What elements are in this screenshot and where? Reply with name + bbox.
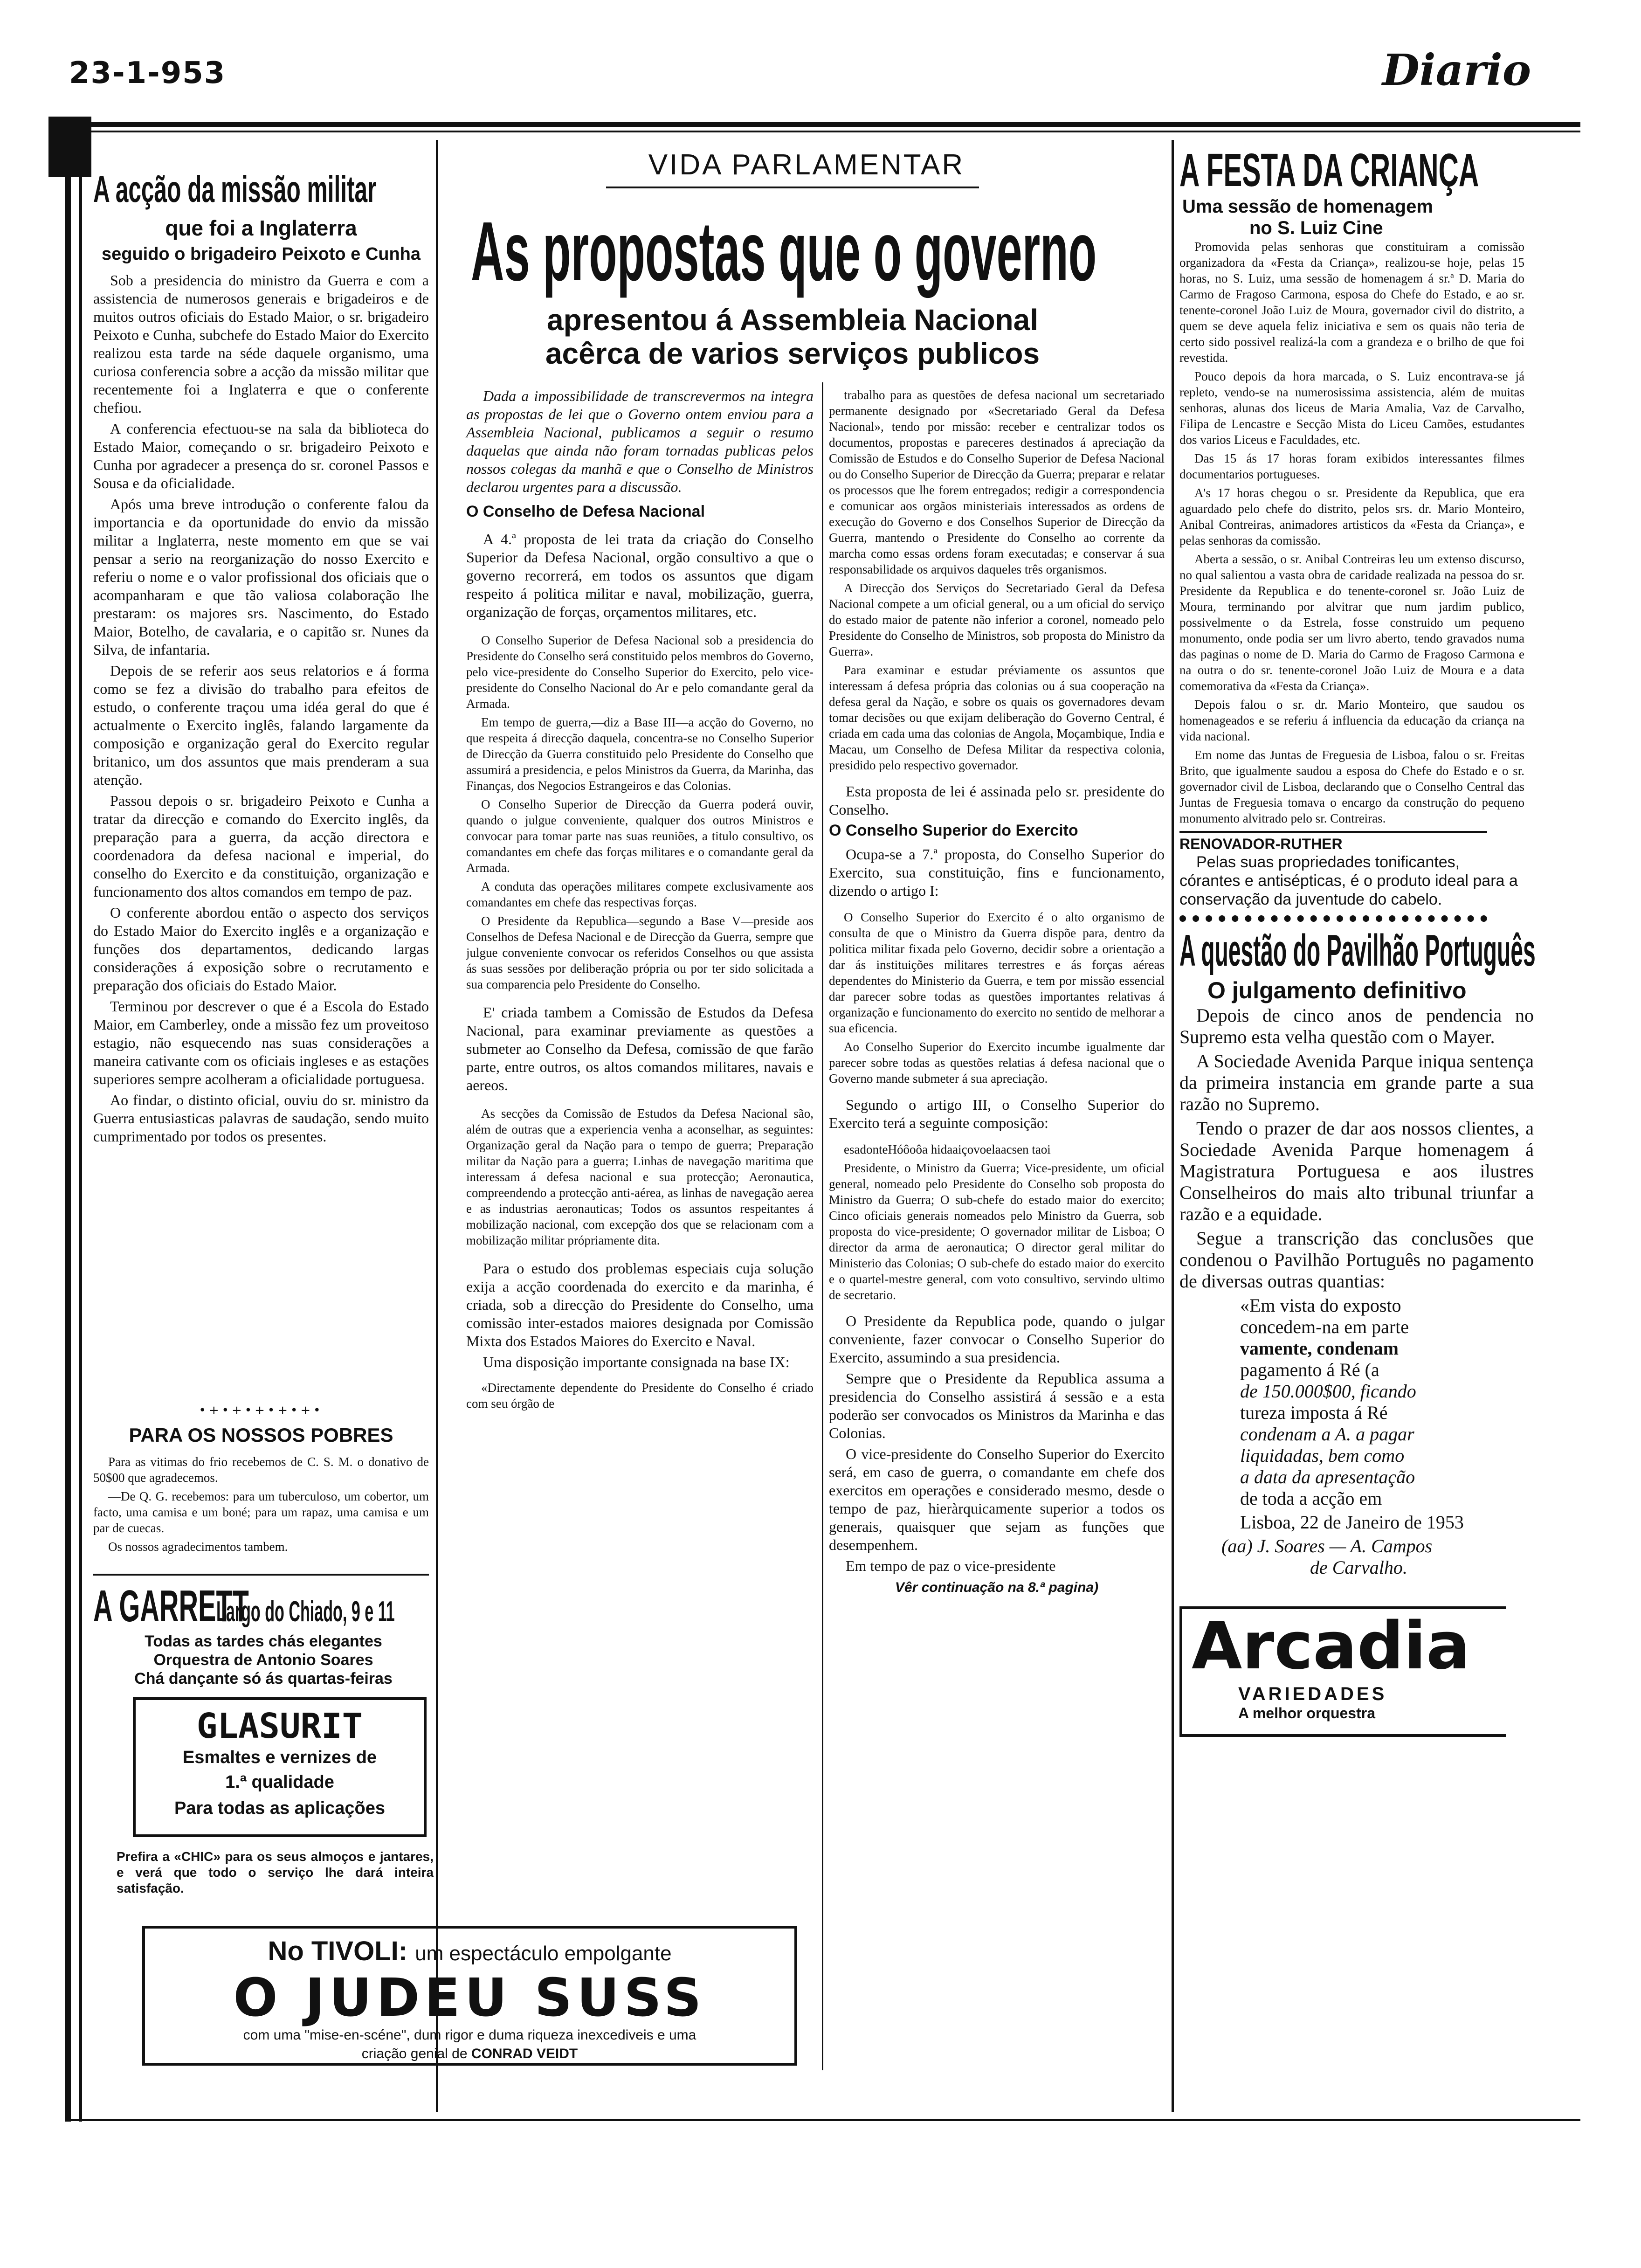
paragraph: Terminou por descrever o que é a Escola do Estado Maior, em Camberley, onde a missão fez um proveitoso estagio, não esquecendo nas suas considerações a maneira cativante com os oficiais ingleses e as estações superiores sempre acolheram a oficialidade portuguesa. — [93, 998, 429, 1087]
dotted-divider — [1179, 915, 1487, 922]
quote-line: concedem-na em parte — [1240, 1316, 1409, 1337]
small-paragraph: Para examinar e estudar préviamente os assuntos que interessam á defesa própria das colonias ou á sua cooperação na defesa geral da Nação, e sobre os quais os governadores devam tomar decisões ou que exijam deliberação do Governo Central, é criada em cada uma das colonias de Angola, Moçambique, India e Macau, um Conselho de Defesa Militar da respectiva colonia, presidido pelo respectivo governador. — [829, 663, 1165, 772]
column-rule-2 — [822, 382, 823, 2070]
article-missao-militar — [93, 168, 429, 1562]
tivoli-star: CONRAD VEIDT — [471, 2046, 578, 2061]
pavilhao-signature-2: de Carvalho. — [1310, 1557, 1407, 1578]
pavilhao-subtitle: O julgamento definitivo — [1207, 977, 1467, 1003]
glasurit-line: Esmaltes e vernizes de — [182, 1748, 377, 1767]
small-paragraph: O Presidente da Republica—segundo a Base V—preside aos Conselhos de Defesa Nacional e de Direcção da Guerra, sempre que julgue conveniente convocar os referidos Conselhos ou que assista ás suas sessões por deliberação própria ou por ter sido solicitada a sua comparencia pelo Presidente do Conselho. — [466, 914, 814, 991]
garrett-name: A GARRETT — [93, 1581, 249, 1631]
pavilhao-date: Lisboa, 22 de Janeiro de 1953 — [1240, 1512, 1464, 1533]
small-paragraph: O Conselho Superior de Defesa Nacional sob a presidencia do Presidente do Conselho será constituido pelos membros do Governo, pelo vice-presidente do Conselho Superior do Exercito, pelo vice-presidente do Conselho Nacional do Ar e pelo comandante geral da Armada. — [466, 633, 814, 711]
pobres-section — [93, 1404, 429, 1571]
festa-subtitle: Uma sessão de homenagem — [1182, 196, 1433, 217]
small-paragraph: «Directamente dependente do Presidente do Conselho é criado com seu órgão de — [466, 1381, 814, 1411]
column-rule-1 — [436, 140, 438, 2112]
glasurit-line: Para todas as aplicações — [174, 1798, 386, 1818]
small-paragraph: Presidente, o Ministro da Guerra; Vice-presidente, um oficial general, nomeado pelo Presidente do Conselho sob proposta do Ministro da Guerra; O sub-chefe do estado maior do exercito; Cinco oficiais generais nomeados pelo Ministro da Guerra, sob proposta do vice-presidente; O governador militar de Lisboa; O director da arma de aeronautica; O director geral militar do Ministerio das Colonias; O sub-chefe do estado maior do exercito e o quartel-mestre general, com voto consultivo, servindo ultimo de secretario. — [829, 1161, 1165, 1302]
ad-garrett — [93, 1581, 434, 1693]
pavilhao-signature: (aa) J. Soares — A. Campos — [1221, 1535, 1433, 1556]
pobres-paragraph: —De Q. G. recebemos: para um tuberculoso, um cobertor, um facto, uma camisa e um boné; para um rapaz, uma camisa e um par de cuecas. — [93, 1489, 429, 1535]
ad-chic — [117, 1849, 434, 1905]
paragraph: Depois de se referir aos seus relatorios e á forma como se fez a divisão do trabalho para efeitos de estudo, o conferente traçou uma idéa geral do que é actualmente o Exercito inglês, falando largamente da composição e organização geral do Exercito regular britanico, um dos assuntos que mais prenderam a sua atenção. — [93, 662, 429, 788]
quote-line: liquidadas, bem como — [1240, 1445, 1405, 1466]
tivoli-credit: criação genial de — [361, 2046, 468, 2061]
arcadia-line: A melhor orquestra — [1238, 1705, 1375, 1722]
festa-paragraph: Aberta a sessão, o sr. Anibal Contreiras leu um extenso discurso, no qual salientou a vasta obra de caridade realizada na pessoa do sr. Presidente da Republica e do tenente-coronel sr. João Luiz de Moura, terminando por alvitrar que num jardim publico, possivelmente o da Estrela, fosse construido um pequeno monumento, onde podia ser um livro aberto, tendo gravados numa das paginas o nome de D. Maria do Carmo de Fragoso Carmona e na outra o do sr. tenente-coronel João Luiz de Moura e a data comemorativa da «Festa da Criança». — [1179, 552, 1524, 693]
arcadia-line: VARIEDADES — [1238, 1684, 1387, 1704]
separator: •+•+•+•+•+• — [199, 1404, 324, 1418]
quote-line: tureza imposta á Ré — [1240, 1402, 1388, 1423]
paragraph: Para o estudo dos problemas especiais cuja solução exija a acção coordenada do exercito e da marinha, é criada, sob a direcção do Presidente do Conselho, uma comissão inter-estados maiores designada por Comissão Mixta dos Estados Maiores do Exercito e Naval. — [466, 1260, 814, 1349]
festa-paragraph: Das 15 ás 17 horas foram exibidos interessantes filmes documentarios portugueses. — [1179, 451, 1524, 481]
paragraph: Após uma breve introdução o conferente falou da importancia e da oportunidade do envio da missão militar a Inglaterra, neste momento em que se vai pensar a serio na reorganização do nosso Exercito e referiu o nome e o valor profissional dos oficiais que o acompanharam e que tão valiosa colaboração lhe prestaram: os majores srs. Nascimento, do Estado Maior, Botelho, de cavalaria, e o capitão sr. Nunes da Silva, de infantaria. — [93, 496, 429, 658]
intro: Dada a impossibilidade de transcrevermos na integra as propostas de lei que o Governo ontem enviou para a Assembleia Nacional, publicamos a seguir o resumo daquelas que ainda não foram tornadas publicas pelos nossos colegas da manhã e que o Conselho de Ministros declarou urgentes para a discussão. — [466, 387, 814, 495]
garrett-line: Todas as tardes chás elegantes — [145, 1632, 382, 1650]
masthead: Diario — [1382, 45, 1531, 95]
paragraph: Segundo o artigo III, o Conselho Superior do Exercito terá a seguinte composição: — [829, 1096, 1165, 1131]
glasurit-brand: GLASURIT — [196, 1706, 363, 1746]
small-paragraph: O Conselho Superior do Exercito é o alto organismo de consulta de que o Ministro da Guerra dispõe para, dentro da politica militar fixada pelo Governo, decidir sobre a orientação a dar ás instituições militares terrestres e ás forças aéreas dependentes do Ministerio da Guerra, e tem por missão essencial dar parecer sobre todas as questões importantes relativas á organização e funcionamento do exercito no sentido de melhorar a sua eficencia. — [829, 910, 1165, 1035]
pobres-paragraph: Os nossos agradecimentos tambem. — [108, 1540, 288, 1554]
paragraph: O conferente abordou então o aspecto dos serviços do Estado Maior do Exercito inglês e a organização e funções dos departamentos, dedicando largas considerações á exposição sobre o recrutamento e preparação dos oficiais do Estado Maior. — [93, 904, 429, 994]
small-paragraph: trabalho para as questões de defesa nacional um secretariado permanente designado por «Secretariado Geral da Defesa Nacional», tendo por missão: receber e centralizar todos os documentos, propostas e pareceres destinados á apreciação da Comissão de Estudos e do Conselho Superior de Defesa Nacional ou do Conselho Superior de Direcção da Guerra; preparar e relatar os processos que lhe forem entregados; redigir a correspondencia e comunicar aos orgãos ministeriais interessados as ordens de execução do Governo e dos Conselhos Superior de Direcção da Guerra, mantendo o Presidente do Conselho ao corrente da marcha como essas ordens foram executadas; e conservar á sua responsabilidade os arquivos daqueles três organismos. — [829, 388, 1165, 576]
garrett-line: Orquestra de Antonio Soares — [153, 1651, 373, 1669]
quote-line: «Em vista do exposto — [1240, 1295, 1401, 1316]
quote-line: a data da apresentação — [1240, 1466, 1415, 1487]
pavilhao-quote — [1179, 1295, 1487, 1509]
kicker: VIDA PARLAMENTAR — [648, 149, 965, 181]
renovador-text: Pelas suas propriedades tonificantes, córantes e antisépticas, é o produto ideal para a conservação da juventude do cabelo. — [1179, 853, 1518, 908]
left-border-bar-inner — [79, 173, 82, 2122]
column-center-left — [466, 387, 814, 2080]
article-subtitle: que foi a Inglaterra — [165, 216, 357, 240]
small-paragraph: A conduta das operações militares compete exclusivamente aos comandantes em chefe das respectivas forças. — [466, 879, 814, 909]
article-title: A acção da missão militar — [93, 168, 377, 210]
left-border-bar — [65, 173, 71, 2122]
arcadia-name: Arcadia — [1192, 1608, 1470, 1684]
tivoli-title: O JUDEU SUSS — [233, 1968, 706, 2028]
small-paragraph: As secções da Comissão de Estudos da Defesa Nacional são, além de outras que a experiencia venha a aconselhar, as seguintes: Organização geral da Nação para o tempo de guerra; Preparação militar da Nação para a guerra; Linhas de navegação maritima que interessam á defesa nacional e sua protecção; Aeronautica, compreendendo a protecção anti-aérea, as linhas de navegação aerea e as industrias aeronauticas; Todos os assuntos respeitantes á mobilização nacional, com excepção dos que se relacionam com a mobilização militar própriamente dita. — [466, 1106, 814, 1247]
section-heading: O Conselho de Defesa Nacional — [466, 503, 705, 520]
glasurit-line: 1.ª qualidade — [225, 1772, 334, 1792]
quote-line: condenam a A. a pagar — [1240, 1424, 1414, 1445]
paragraph: Sob a presidencia do ministro da Guerra e com a assistencia de numerosos generais e brigadeiros e de muitos outros oficiais do Estado Maior, o sr. brigadeiro Peixoto e Cunha, subchefe do Estado Maior do Exercito realizou esta tarde na séde daquele organismo, uma curiosa conferencia sobre a acção da missão militar que recentemente foi a Inglaterra e que o conferente chefiou. — [93, 272, 429, 416]
ad-glasurit — [133, 1697, 427, 1837]
pobres-paragraph: Para as vitimas do frio recebemos de C. S. M. o donativo de 50$00 que agradecemos. — [93, 1455, 429, 1485]
festa-paragraph: Pouco depois da hora marcada, o S. Luiz encontrava-se já repleto, vendo-se na numerosissima assistencia, além de muitas senhoras, alunas dos liceus de Maria Amalia, Vaz de Carvalho, Filipa de Lencastre e Secção Mista do Liceu Camões, estudantes dos varios Liceus e Faculdades, etc. — [1179, 369, 1524, 447]
column-right — [1179, 144, 1536, 2122]
kicker-rule — [606, 187, 979, 188]
paragraph: Em tempo de paz o vice-presidente — [846, 1557, 1056, 1574]
paragraph: E' criada tambem a Comissão de Estudos da Defesa Nacional, para examinar previamente as questões a submeter ao Conselho da Defesa, comissão de que farão parte, entre outros, os altos comandos militares, navais e aereos. — [466, 1004, 814, 1093]
quote-line: pagamento á Ré (a — [1240, 1359, 1379, 1380]
festa-paragraph: Em nome das Juntas de Freguesia de Lisboa, falou o sr. Freitas Brito, que igualmente saudou a esposa do Chefe do Estado e o sr. governador civil de Lisboa, declarando que o Conselho Central das Juntas de Freguesia tomava o encargo da construção do pequeno monumento alvitrado pelo sr. Contreiras. — [1179, 748, 1524, 825]
pavilhao-paragraph: Tendo o prazer de dar aos nossos clientes, a Sociedade Avenida Parque homenagem á Magistratura Portuguesa e aos ilustres Conselheiros do mais alto tribunal triunfar a razão e a equidade. — [1179, 1118, 1534, 1224]
paragraph: O Presidente da Republica pode, quando o julgar conveniente, fazer convocar o Conselho Superior do Exercito, assumindo a sua presidencia. — [829, 1313, 1165, 1366]
paragraph: A conferencia efectuou-se na sala da biblioteca do Estado Maior, começando o sr. brigadeiro Peixoto e Cunha por agradecer a presença do sr. coronel Passos e Sousa e da oficialidade. — [93, 420, 429, 491]
paragraph: O vice-presidente do Conselho Superior do Exercito será, em caso de guerra, o comandante em chefe dos exercitos em operações e considerado mesmo, desde o tempo de paz, hieràrquicamente superior a todos os generais, quaisquer que sejam as funções que desempenhem. — [829, 1445, 1165, 1553]
divider — [93, 1574, 429, 1576]
column-rule-3 — [1172, 140, 1174, 2112]
quote-line: vamente, condenam — [1240, 1338, 1399, 1359]
header-rule — [65, 122, 1580, 127]
corner-black-block — [48, 117, 91, 177]
tivoli-name: No TIVOLI: — [268, 1936, 408, 1966]
tivoli-tagline: um espectáculo empolgante — [415, 1942, 672, 1965]
garrett-line: Chá dançante só ás quartas-feiras — [134, 1670, 393, 1687]
tivoli-line3: com uma "mise-en-scéne", dum rigor e duma riqueza inexcediveis e uma — [243, 2027, 696, 2043]
small-paragraph: O Conselho Superior de Direcção da Guerra poderá ouvir, quando o julgue conveniente, qualquer dos outros Ministros e convocar para tomar parte nas suas reuniões, a titulo consultivo, os comandantes em chefe das forças militares e o comandante geral da Armada. — [466, 797, 814, 875]
festa-subtitle-2: no S. Luiz Cine — [1249, 218, 1383, 238]
pavilhao-paragraph: Depois de cinco anos de pendencia no Supremo esta velha questão com o Mayer. — [1179, 1005, 1534, 1047]
garbled-line: esadonteHóôoôa hidaaiçovoelaacsen taoi — [844, 1142, 1051, 1156]
quote-line: de 150.000$00, ficando — [1240, 1381, 1416, 1402]
pavilhao-title: A questão do Pavilhão Português — [1179, 926, 1536, 975]
paragraph: A 4.ª proposta de lei trata da criação do Conselho Superior da Defesa Nacional, orgão consultivo a que o governo recorrerá, em todos os assuntos que digam respeito á politica militar e naval, mobilização, guerra, organização de forças, orçamentos militares, etc. — [466, 531, 814, 620]
pobres-title: PARA OS NOSSOS POBRES — [129, 1424, 393, 1446]
pavilhao-paragraph: Segue a transcrição das conclusões que condenou o Pavilhão Português no pagamento de diversas outras quantias: — [1179, 1228, 1534, 1292]
main-headline: As propostas que o governo — [471, 205, 1097, 298]
paragraph: Passou depois o sr. brigadeiro Peixoto e Cunha a tratar da direcção e comando do Exercito inglês, da preparação para a guerra, da acção directora e coordenadora da defesa nacional e imperial, do conselho do Exercito e da constituição, organização e funcionamento dos altos comandos em tempo de paz. — [93, 792, 429, 900]
paragraph: Esta proposta de lei é assinada pelo sr. presidente do Conselho. — [829, 783, 1165, 818]
section-heading: O Conselho Superior do Exercito — [829, 822, 1078, 839]
quote-line: de toda a acção em — [1240, 1488, 1382, 1509]
main-subtitle: apresentou á Assembleia Nacional — [546, 303, 1039, 337]
paragraph: Ocupa-se a 7.ª proposta, do Conselho Superior do Exercito, sua constituição, fins e funcionamento, dizendo o artigo I: — [829, 846, 1165, 899]
column-center-right — [829, 387, 1165, 2075]
header-rule-thin — [65, 131, 1580, 132]
main-subtitle-2: acêrca de varios serviços publicos — [545, 337, 1040, 370]
page-date: 23-1-953 — [69, 56, 226, 90]
pavilhao-paragraph: A Sociedade Avenida Parque iniqua sentença da primeira instancia em grande parte a sua razão no Supremo. — [1179, 1051, 1534, 1114]
continuation-note: Vêr continuação na 8.ª pagina) — [895, 1580, 1099, 1595]
garrett-address: Largo do Chiado, 9 e 11 — [216, 1596, 395, 1628]
paragraph: Uma disposição importante consignada na base IX: — [483, 1354, 790, 1370]
paragraph: Sempre que o Presidente da Republica assuma a presidencia do Conselho assistirá á sessão e a esta poderão ser convocados os Ministros da Marinha e das Colonias. — [829, 1370, 1165, 1441]
small-paragraph: Em tempo de guerra,—diz a Base III—a acção do Governo, no que respeita á direcção daquela, concentra-se no Conselho Superior de Direcção da Guerra constituido pelo Presidente do Conselho que assumirá a presidencia, e pelos Ministros da Guerra, da Marinha, das Finanças, dos Negocios Estrangeiros e das Colonias. — [466, 715, 814, 793]
paragraph: Ao findar, o distinto oficial, ouviu do sr. ministro da Guerra entusiasticas palavras de saudação, sendo muito cumprimentado por todos os presentes. — [93, 1092, 429, 1145]
article-subtitle-2: seguido o brigadeiro Peixoto e Cunha — [101, 244, 421, 264]
festa-paragraph: A's 17 horas chegou o sr. Presidente da Republica, que era aguardado pelo chefe do distrito, pelos srs. dr. Mario Monteiro, Anibal Contreiras, animadores artisticos da «Festa da Criança», e pelas senhoras da comissão. — [1179, 486, 1524, 547]
festa-title: A FESTA DA CRIANÇA — [1179, 144, 1479, 196]
small-paragraph: Ao Conselho Superior do Exercito incumbe igualmente dar parecer sobre todas as questões relatias á defesa nacional que o Governo mande submeter á sua apreciação. — [829, 1040, 1165, 1086]
small-paragraph: A Direcção dos Serviços do Secretariado Geral da Defesa Nacional compete a um oficial general, ou a um oficial do serviço do estado maior de patente não inferior a coronel, nomeado pelo Presidente do Conselho de Ministros, sob proposta do Ministro da Guerra». — [829, 581, 1165, 658]
chic-text: Prefira a «CHIC» para os seus almoços e jantares, e verá que todo o serviço lhe dará inteira satisfação. — [117, 1849, 434, 1895]
festa-paragraph: Promovida pelas senhoras que constituiram a comissão organizadora da «Festa da Criança», realizou-se hoje, pelas 15 horas, no S. Luiz, uma sessão de homenagem á sr.ª D. Maria do Carmo de Fragoso Carmona, esposa do Chefe do Estado, e ao sr. tenente-coronel João Luiz de Moura, governador civil do distrito, a quem se deve aquela feliz iniciativa e sem os quais não teria de certo sido possivel realizá-la com a grandeza e o brilho de que foi revestida. — [1179, 240, 1524, 365]
renovador-title: RENOVADOR-RUTHER — [1179, 831, 1487, 853]
festa-paragraph: Depois falou o sr. dr. Mario Monteiro, que saudou os homenageados e se referiu á influencia da educação da criança na vida nacional. — [1179, 698, 1524, 743]
ad-arcadia — [1179, 1606, 1506, 1737]
